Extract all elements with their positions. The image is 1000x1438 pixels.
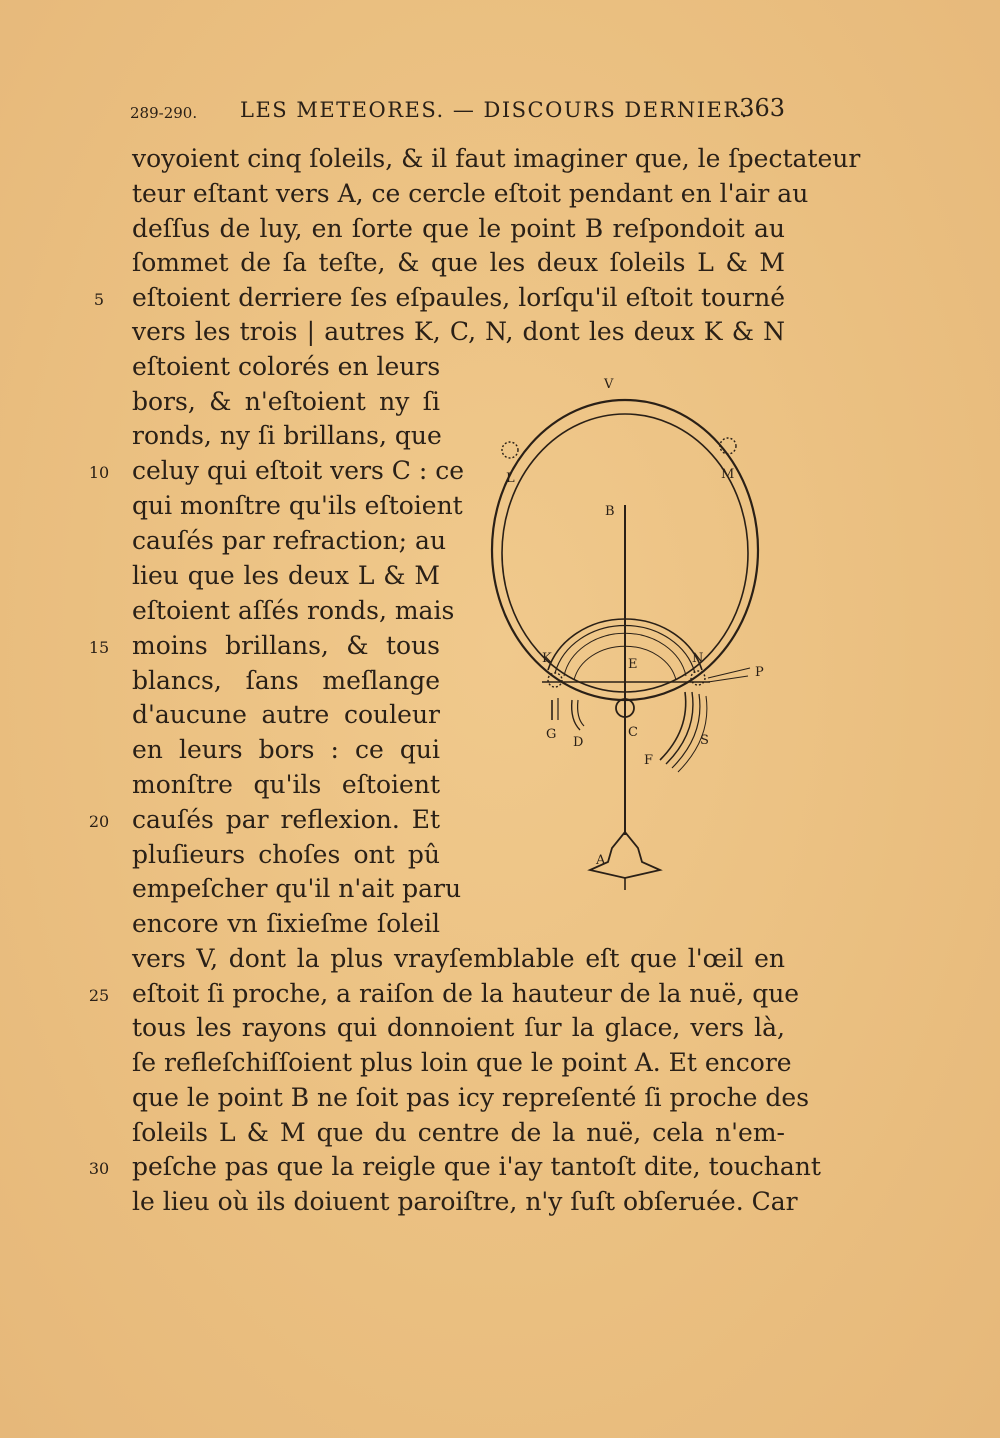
text-line: lieu que les deux L & M — [132, 561, 440, 590]
sun-p-rays — [708, 668, 750, 682]
arc-d2 — [578, 700, 584, 726]
arc-s1 — [660, 692, 686, 760]
text-line: empeſcher qu'il n'ait paru — [132, 874, 462, 903]
text-line: bors, & n'eſtoient ny ſi — [132, 387, 440, 416]
text-line: monſtre qu'ils eſtoient — [132, 770, 440, 799]
text-line: eſtoit ſi proche, a raiſon de la hauteur de la nuë, que — [132, 979, 800, 1008]
page-number: 363 — [739, 94, 785, 122]
arc-s2 — [666, 692, 693, 764]
label-v: V — [604, 377, 614, 392]
label-c: C — [628, 725, 638, 740]
text-line: encore vn ſixieſme ſoleil — [132, 909, 440, 938]
label-k: K — [542, 651, 552, 666]
text-line: deſſus de luy, en ſorte que le point B reſpondoit au — [132, 214, 785, 243]
text-line: teur eſtant vers A, ce cercle eſtoit pendant en l'air au — [132, 179, 809, 208]
text-line: ſommet de ſa teſte, & que les deux ſoleils L & M — [132, 248, 785, 277]
text-line: ſoleils L & M que du centre de la nuë, cela n'em- — [132, 1118, 785, 1147]
text-line: d'aucune autre couleur — [132, 700, 440, 729]
header-title: LES METEORES. — DISCOURS DERNIER. — [240, 98, 749, 122]
text-line: ronds, ny ſi brillans, que — [132, 421, 442, 450]
running-header — [130, 94, 785, 134]
line-number: 15 — [88, 638, 110, 657]
line-number: 30 — [88, 1159, 110, 1178]
label-p: P — [755, 665, 764, 680]
text-line: eſtoient derriere ſes eſpaules, lorſqu'il eſtoit tourné — [132, 283, 785, 312]
text-line: ſe refleſchiſſoient plus loin que le point A. Et encore — [132, 1048, 792, 1077]
sun-m — [720, 438, 736, 454]
label-g: G — [546, 727, 557, 742]
label-s: S — [700, 733, 709, 748]
halo-diagram — [480, 370, 780, 910]
label-m: M — [721, 467, 735, 482]
label-a: A — [596, 853, 606, 868]
text-line: vers les trois | autres K, C, N, dont les deux K & N — [132, 317, 785, 346]
header-section-range: 289-290. — [130, 104, 198, 122]
text-line: eſtoient colorés en leurs — [132, 352, 441, 381]
line-number: 20 — [88, 812, 110, 831]
label-n: N — [692, 651, 704, 666]
line-number: 5 — [93, 290, 105, 309]
label-f: F — [644, 753, 654, 768]
text-line: en leurs bors : ce qui — [132, 735, 440, 764]
line-number: 10 — [88, 463, 110, 482]
text-line: cauſés par refraction; au — [132, 526, 447, 555]
text-line: qui monſtre qu'ils eſtoient — [132, 491, 463, 520]
text-line: tous les rayons qui donnoient ſur la glace, vers là, — [132, 1013, 785, 1042]
label-e: E — [628, 657, 638, 672]
text-line: peſche pas que la reigle que i'ay tantoſt dite, touchant — [132, 1152, 821, 1181]
label-l: L — [506, 471, 515, 486]
text-line: le lieu où ils doiuent paroiſtre, n'y ſuſt obſeruée. Car — [132, 1187, 798, 1216]
text-line: pluſieurs choſes ont pû — [132, 840, 440, 869]
text-line: celuy qui eſtoit vers C : ce — [132, 456, 465, 485]
halo-diagram-svg — [480, 370, 780, 910]
text-line: blancs, ſans meſlange — [132, 666, 440, 695]
text-line: eſtoient aſſés ronds, mais — [132, 596, 455, 625]
line-number: 25 — [88, 986, 110, 1005]
label-b: B — [605, 504, 615, 519]
label-d: D — [573, 735, 584, 750]
sun-l — [502, 442, 518, 458]
text-line: vers V, dont la plus vrayſemblable eſt que l'œil en — [132, 944, 785, 973]
text-line: cauſés par reflexion. Et — [132, 805, 440, 834]
text-line: moins brillans, & tous — [132, 631, 440, 660]
text-line: que le point B ne ſoit pas icy repreſenté ſi proche des — [132, 1083, 810, 1112]
text-line: voyoient cinq ſoleils, & il faut imaginer que, le ſpectateur — [132, 144, 861, 173]
